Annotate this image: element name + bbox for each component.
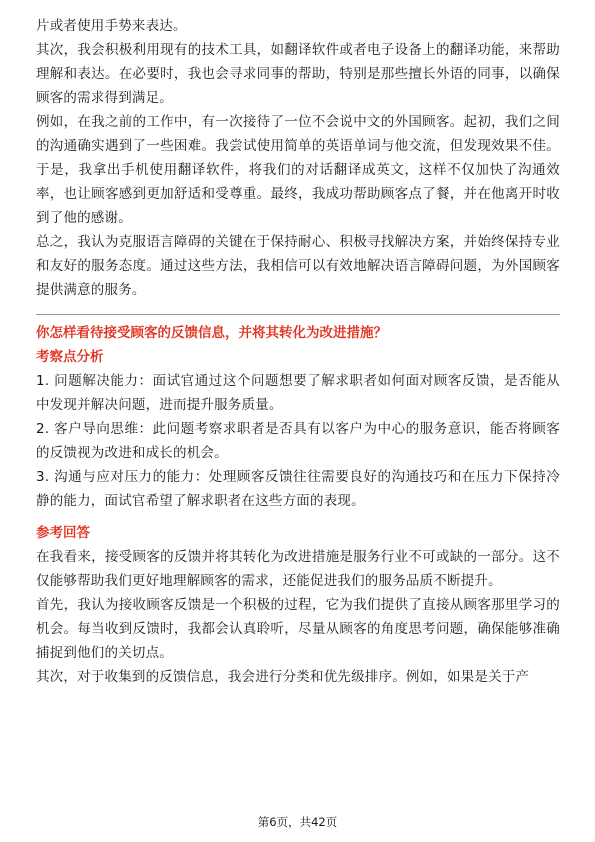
body-paragraph: 总之，我认为克服语言障碍的关键在于保持耐心、积极寻找解决方案，并始终保持专业和友好的服务态度。通过这些方法，我相信可以有效地解决语言障碍问题，为外国顾客提供满意的服务。 [36,234,560,298]
body-paragraph: 其次，我会积极利用现有的技术工具，如翻译软件或者电子设备上的翻译功能，来帮助理解和表达。在必要时，我也会寻求同事的帮助，特别是那些擅长外语的同事，以确保顾客的需求得到满足。 [36,42,560,106]
answer-paragraph: 在我看来，接受顾客的反馈并将其转化为改进措施是服务行业不可或缺的一部分。这不仅能够帮助我们更好地理解顾客的需求，还能促进我们的服务品质不断提升。 [36,549,560,589]
answer-paragraph: 其次，对于收集到的反馈信息，我会进行分类和优先级排序。例如，如果是关于产 [36,669,530,685]
section-divider [36,314,560,315]
body-paragraph: 片或者使用手势来表达。 [36,18,187,34]
analysis-item: 1. 问题解决能力：面试官通过这个问题想要了解求职者如何面对顾客反馈，是否能从中发现并解决问题，进而提升服务质量。 [36,373,560,413]
analysis-item: 3. 沟通与应对压力的能力：处理顾客反馈往往需要良好的沟通技巧和在压力下保持冷静的能力，面试官希望了解求职者在这些方面的表现。 [36,469,560,509]
answer-paragraph: 首先，我认为接收顾客反馈是一个积极的过程，它为我们提供了直接从顾客那里学习的机会。每当收到反馈时，我都会认真聆听，尽量从顾客的角度思考问题，确保能够准确捕捉到他们的关切点。 [36,597,560,661]
answer-title: 参考回答 [36,525,90,541]
body-paragraph: 例如，在我之前的工作中，有一次接待了一位不会说中文的外国顾客。起初，我们之间的沟通确实遇到了一些困难。我尝试使用简单的英语单词与他交流，但发现效果不佳。于是，我拿出手机使用翻译软件，将我们的对话翻译成英文，这样不仅加快了沟通效率，也让顾客感到更加舒适和受尊重。最终，我成功帮助顾客点了餐，并在他离开时收到了他的感谢。 [36,114,560,226]
analysis-item: 2. 客户导向思维：此问题考察求职者是否具有以客户为中心的服务意识，能否将顾客的反馈视为改进和成长的机会。 [36,421,560,461]
page-footer: 第6页，共42页 [257,815,338,829]
analysis-title: 考察点分析 [36,349,104,365]
document-page [36,14,560,689]
question-heading: 你怎样看待接受顾客的反馈信息，并将其转化为改进措施？ [36,325,387,341]
